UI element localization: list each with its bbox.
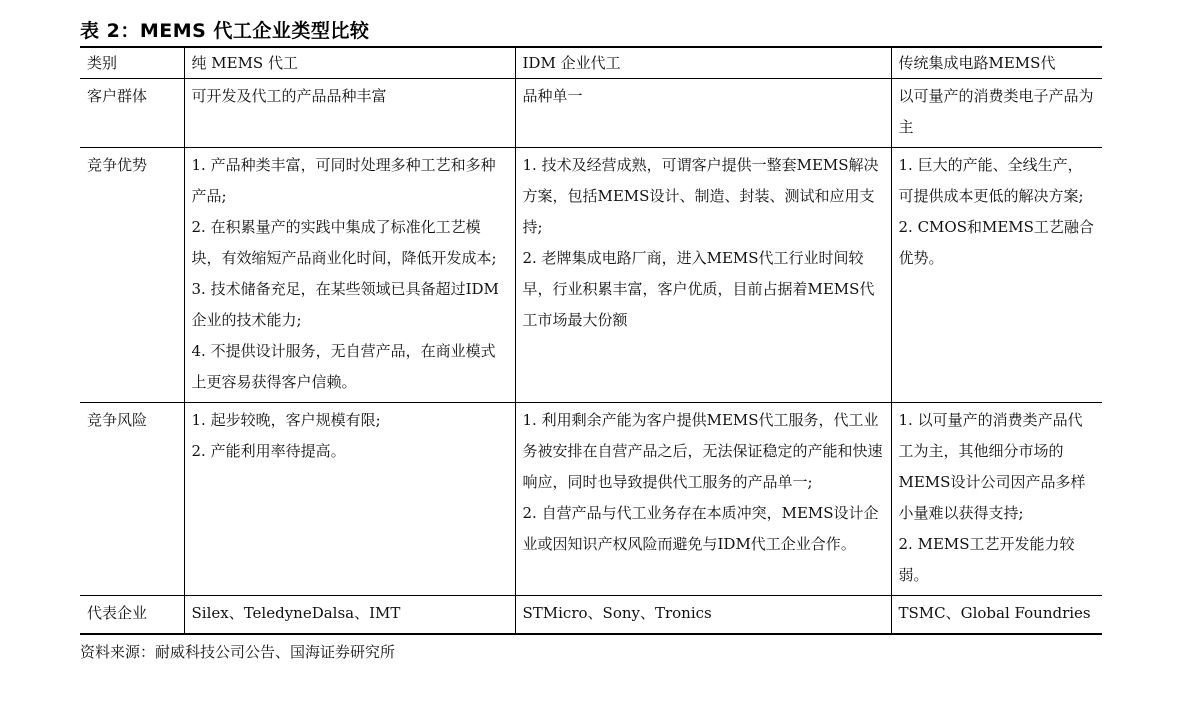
row-label-advantages: 竞争优势 — [80, 148, 184, 403]
table-cell — [515, 596, 891, 635]
table-cell — [891, 596, 1102, 635]
cell-paragraph: 1. 产品种类丰富，可同时处理多种工艺和多种产品; — [191, 156, 496, 205]
cell-paragraph: Silex、TeledyneDalsa、IMT — [191, 604, 401, 622]
header-idm-foundry: IDM 企业代工 — [515, 47, 891, 79]
table-cell — [891, 148, 1102, 403]
table-row — [80, 79, 1102, 148]
cell-paragraph: 以可量产的消费类电子产品为主 — [898, 87, 1094, 136]
cell-paragraph: 2. 自营产品与代工业务存在本质冲突，MEMS设计企业或因知识产权风险而避免与IDM代工企业合作。 — [522, 504, 879, 553]
table-cell — [515, 403, 891, 596]
cell-paragraph: 2. CMOS和MEMS工艺融合优势。 — [898, 218, 1094, 267]
table-cell — [515, 148, 891, 403]
document — [80, 0, 1102, 663]
table-cell — [891, 403, 1102, 596]
header-traditional-ic-foundry: 传统集成电路MEMS代 — [891, 47, 1102, 79]
row-label-representatives: 代表企业 — [80, 596, 184, 635]
source-note: 资料来源：耐威科技公司公告、国海证券研究所 — [80, 643, 396, 661]
cell-paragraph: 3. 技术储备充足，在某些领域已具备超过IDM企业的技术能力; — [191, 280, 499, 329]
cell-paragraph: 4. 不提供设计服务，无自营产品，在商业模式上更容易获得客户信赖。 — [191, 342, 496, 391]
table-cell — [515, 79, 891, 148]
table-cell — [184, 148, 515, 403]
table-row — [80, 148, 1102, 403]
table-cell — [184, 403, 515, 596]
table-title: 表 2：MEMS 代工企业类型比较 — [80, 20, 370, 42]
row-label-customers: 客户群体 — [87, 87, 148, 105]
cell-paragraph: 2. 老牌集成电路厂商，进入MEMS代工行业时间较早，行业积累丰富，客户优质，目前占据着MEMS代工市场最大份额 — [522, 249, 875, 329]
cell-paragraph: TSMC、Global Foundries — [898, 604, 1091, 622]
cell-paragraph: 可开发及代工的产品品种丰富 — [191, 87, 387, 105]
comparison-table — [80, 46, 1102, 635]
cell-paragraph: 1. 技术及经营成熟，可谓客户提供一整套MEMS解决方案，包括MEMS设计、制造、封装、测试和应用支持; — [522, 156, 879, 236]
table-row — [80, 403, 1102, 596]
cell-paragraph: 2. 在积累量产的实践中集成了标准化工艺模块，有效缩短产品商业化时间，降低开发成本; — [191, 218, 497, 267]
cell-paragraph: 1. 起步较晚，客户规模有限; — [191, 411, 381, 429]
table-cell — [891, 79, 1102, 148]
cell-paragraph: 品种单一 — [522, 87, 583, 105]
table-cell — [184, 596, 515, 635]
table-row — [80, 596, 1102, 635]
cell-paragraph: 1. 利用剩余产能为客户提供MEMS代工服务，代工业务被安排在自营产品之后，无法保证稳定的产能和快速响应，同时也导致提供代工服务的产品单一; — [522, 411, 883, 491]
cell-paragraph: 1. 巨大的产能、全线生产，可提供成本更低的解决方案; — [898, 156, 1084, 205]
header-row — [80, 47, 1102, 79]
cell-paragraph: STMicro、Sony、Tronics — [522, 604, 712, 622]
header-pure-mems-foundry: 纯 MEMS 代工 — [184, 47, 515, 79]
header-category: 类别 — [80, 47, 184, 79]
row-label-risks: 竞争风险 — [80, 403, 184, 596]
table-cell — [184, 79, 515, 148]
cell-paragraph: 2. 产能利用率待提高。 — [191, 442, 346, 460]
cell-paragraph: 1. 以可量产的消费类产品代工为主，其他细分市场的MEMS设计公司因产品多样小量难以获得支持; — [898, 411, 1086, 522]
cell-paragraph: 2. MEMS工艺开发能力较弱。 — [898, 535, 1075, 584]
